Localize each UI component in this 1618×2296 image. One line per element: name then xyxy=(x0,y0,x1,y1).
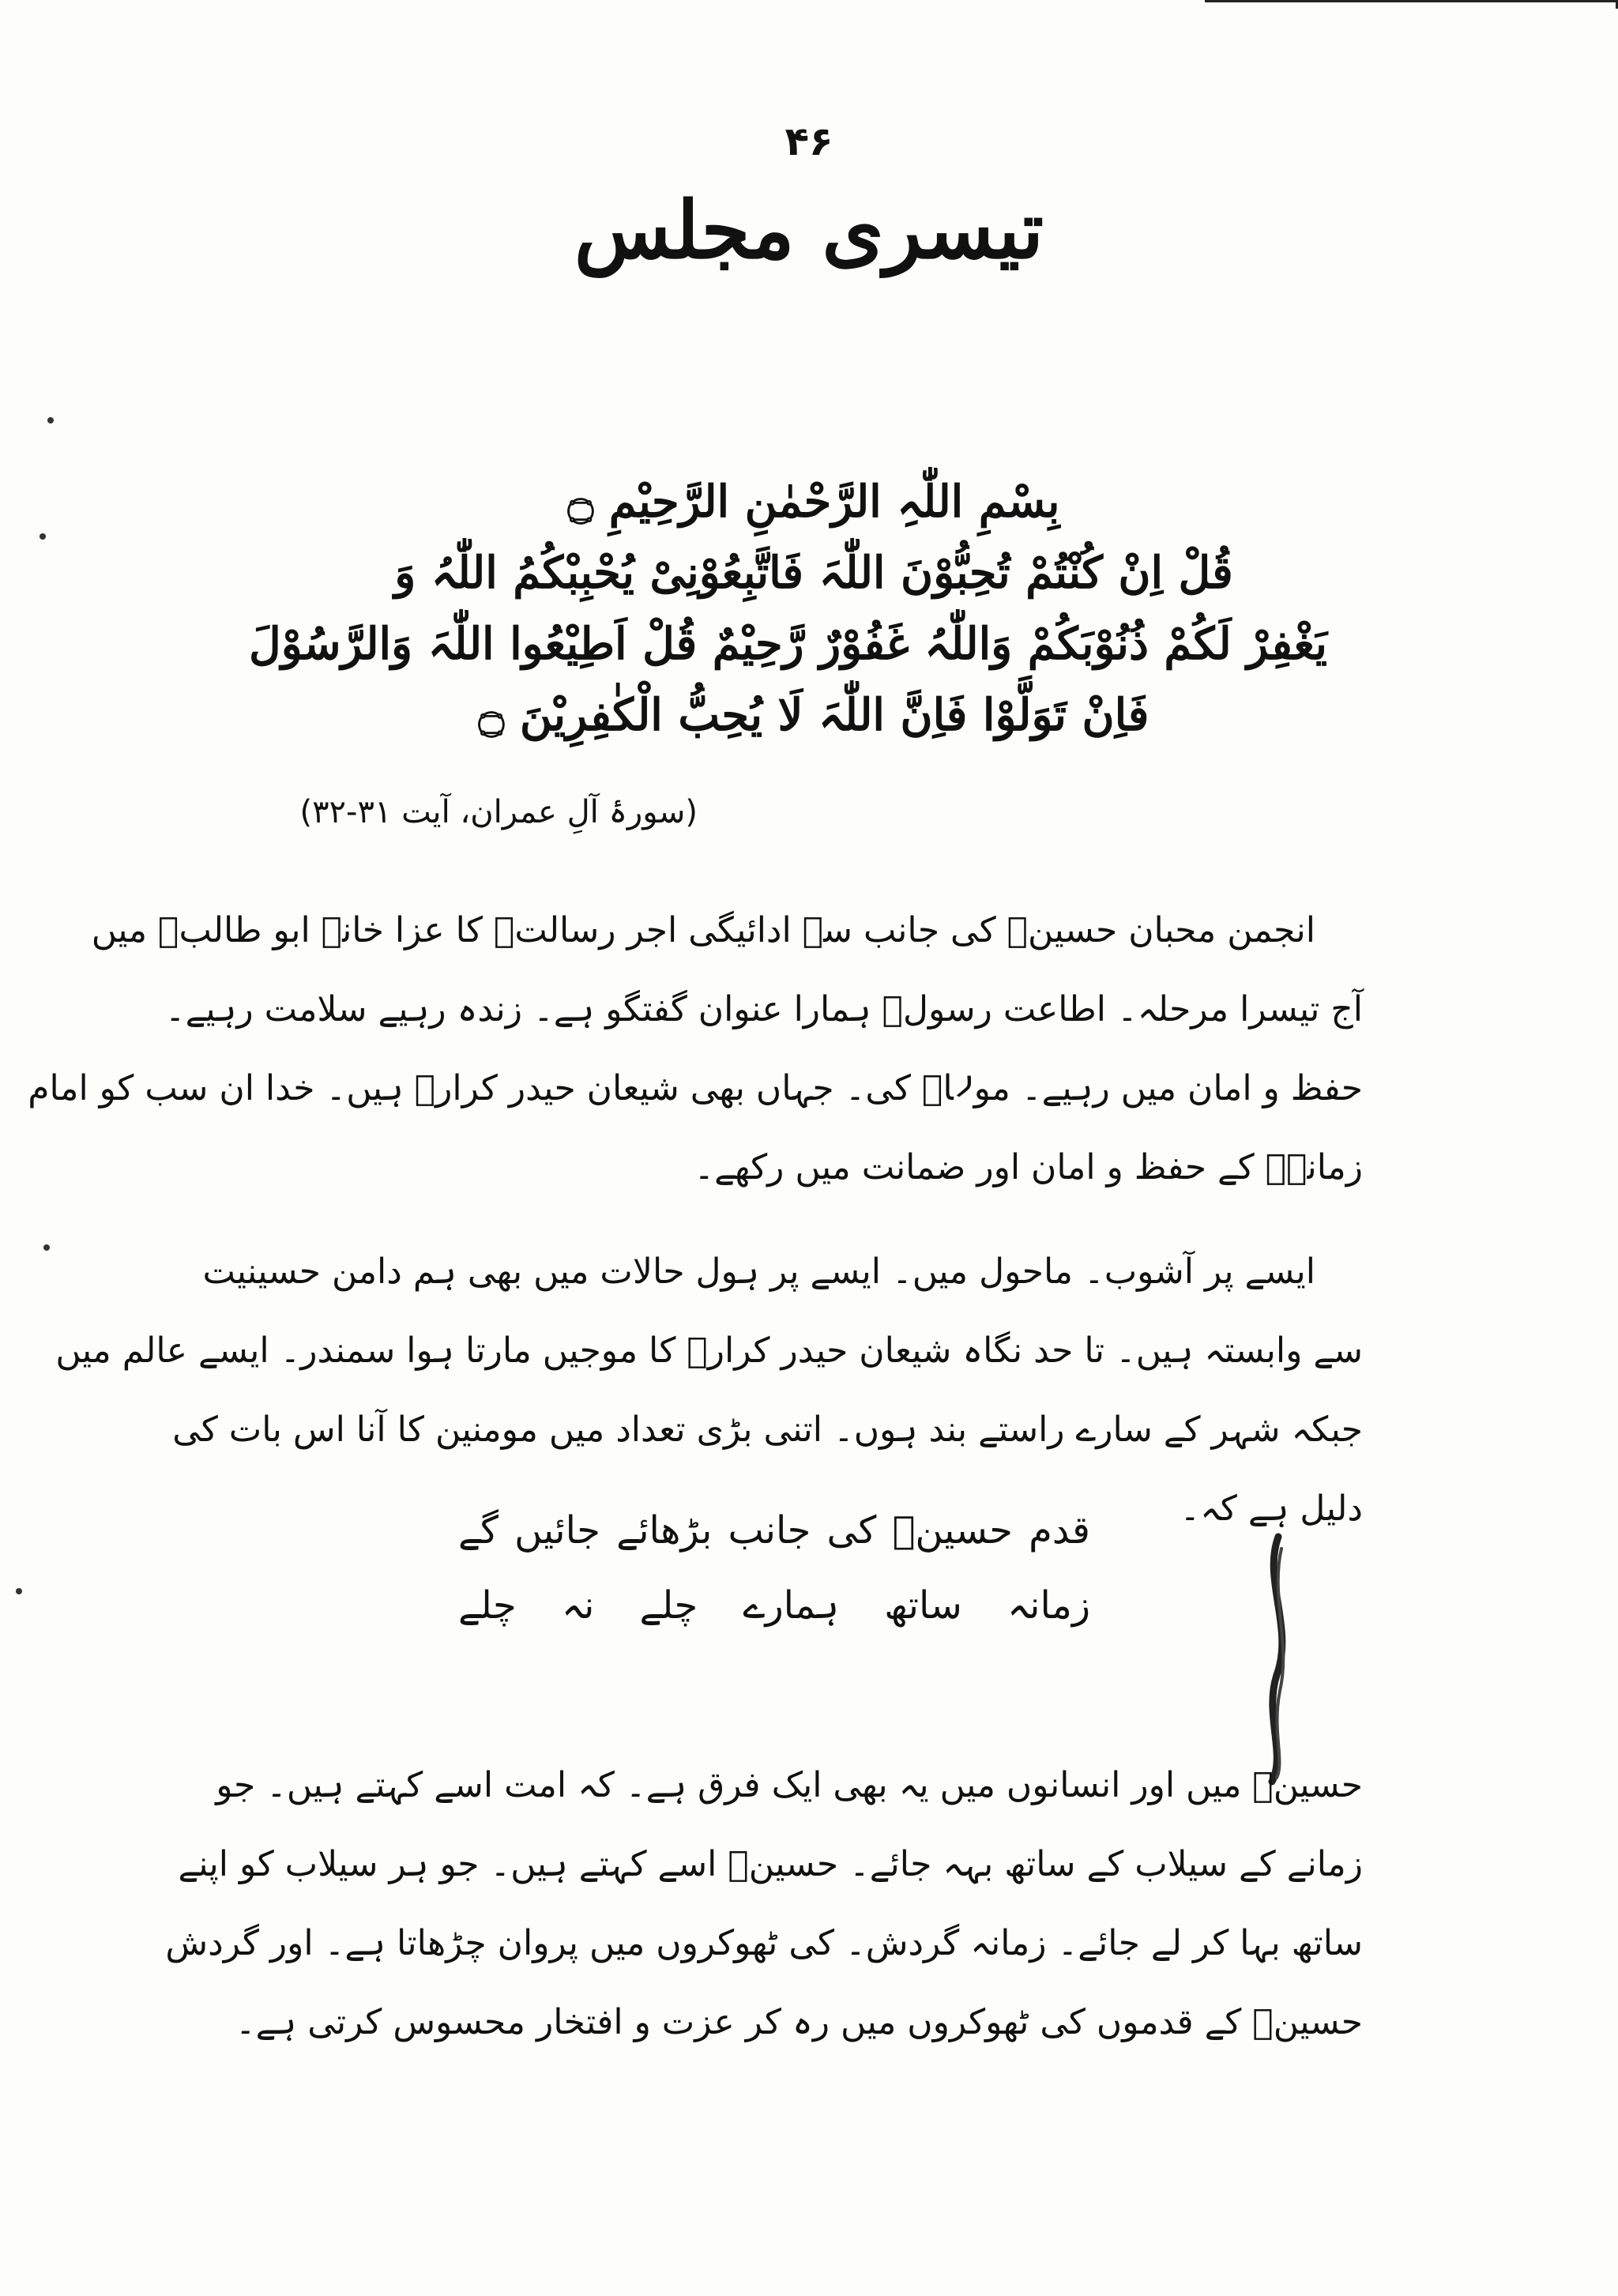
scan-speck xyxy=(43,1244,50,1251)
verse-reference: (سورۂ آلِ عمران، آیت ۳۱-۳۲) xyxy=(299,794,698,830)
poetry-couplet xyxy=(458,1493,1090,1643)
scan-speck xyxy=(47,417,54,423)
couplet-verse: قدم حسینؑ کی جانب بڑھائے جائیں گے xyxy=(458,1508,1090,1553)
text-line: جبکہ شہر کے سارے راستے بند ہوں۔ اتنی بڑی تعداد میں مومنین کا آنا اس بات کی xyxy=(172,1410,1363,1450)
text-line: ساتھ بہا کر لے جائے۔ زمانہ گردش۔ کی ٹھوکروں میں پروان چڑھاتا ہے۔ اور گردش xyxy=(165,1923,1363,1963)
top-border-rule xyxy=(1205,0,1618,9)
text-line: دلیل ہے کہ۔ xyxy=(1180,1489,1363,1529)
text-line: زمانہؑ کے حفظ و امان اور ضمانت میں رکھے۔ xyxy=(694,1147,1363,1188)
paragraph xyxy=(165,1746,1363,2062)
text-line: حسینؑ کے قدموں کی ٹھوکروں میں رہ کر عزت و افتخار محسوس کرتی ہے۔ xyxy=(235,2002,1363,2042)
text-line: حفظ و امان میں رہیے۔ مولاؑ کی۔ جہاں بھی شیعان حیدر کرارؑ ہیں۔ خدا ان سب کو امام xyxy=(28,1068,1363,1108)
quranic-verse-block xyxy=(249,466,1327,751)
page-number: ۴۶ xyxy=(785,119,833,164)
chapter-title: تیسری مجلس xyxy=(574,183,1044,277)
verse-line: قُلْ اِنْ کُنْتُمْ تُحِبُّوْنَ اللّٰہَ فَاتَّبِعُوْنِیْ یُحْبِبْکُمُ اللّٰہُ وَ xyxy=(394,547,1233,599)
text-line: آج تیسرا مرحلہ۔ اطاعت رسولؐ ہمارا عنوان گفتگو ہے۔ زندہ رہیے سلامت رہیے۔ xyxy=(164,989,1363,1029)
verse-line: فَاِنْ تَوَلَّوْا فَاِنَّ اللّٰہَ لَا یُحِبُّ الْکٰفِرِیْنَ ۝ xyxy=(478,689,1150,741)
verse-line: یَغْفِرْ لَکُمْ ذُنُوْبَکُمْ وَاللّٰہُ غَفُوْرٌ رَّحِیْمٌ قُلْ اَطِیْعُوا اللّٰہَ وَالرَّسُوْلَ xyxy=(249,618,1327,670)
scan-speck xyxy=(16,1588,22,1594)
text-line: سے وابستہ ہیں۔ تا حد نگاہ شیعان حیدر کرارؑ کا موجیں مارتا ہوا سمندر۔ ایسے عالم میں xyxy=(55,1331,1363,1371)
bismillah-line: بِسْمِ اللّٰہِ الرَّحْمٰنِ الرَّحِیْمِ ۝ xyxy=(567,476,1060,528)
text-line: حسینؑ میں اور انسانوں میں یہ بھی ایک فرق ہے۔ کہ امت اسے کہتے ہیں۔ جو xyxy=(216,1765,1363,1805)
paragraph xyxy=(28,891,1363,1207)
text-line: ایسے پر آشوب۔ ماحول میں۔ ایسے پر ہول حالات میں بھی ہم دامن حسینیت xyxy=(202,1252,1315,1292)
scan-speck xyxy=(40,533,46,540)
couplet-verse: زمانہ ساتھ ہمارے چلے نہ چلے xyxy=(458,1583,1090,1628)
text-line: زمانے کے سیلاب کے ساتھ بہہ جائے۔ حسینؑ اسے کہتے ہیں۔ جو ہر سیلاب کو اپنے xyxy=(178,1844,1363,1884)
text-line: انجمن محبان حسینؑ کی جانب سے ادائیگی اجر رسالتؐ کا عزا خانہ ابو طالبؑ میں xyxy=(91,910,1315,950)
